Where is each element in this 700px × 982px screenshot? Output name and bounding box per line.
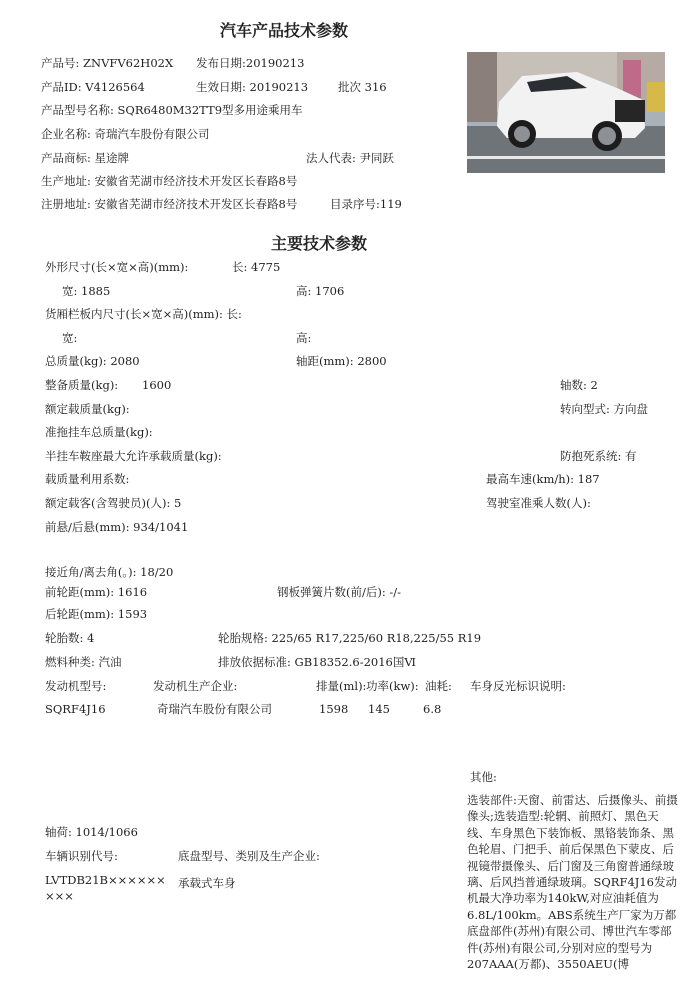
cargo-width: 宽: xyxy=(62,331,78,345)
release-date: 发布日期:20190213 xyxy=(196,56,305,70)
model-name: 产品型号名称: SQR6480M32TT9型多用途乘用车 xyxy=(41,103,303,117)
axles: 轴数: 2 xyxy=(560,378,598,392)
chassis-label: 底盘型号、类别及生产企业: xyxy=(178,849,320,863)
cargo-dims-label: 货厢栏板内尺寸(长×宽×高)(mm): 长: xyxy=(45,307,242,321)
batch: 批次 316 xyxy=(338,80,387,94)
steering: 转向型式: 方向盘 xyxy=(560,402,649,416)
product-no: 产品号: ZNVFV62H02X xyxy=(41,56,174,70)
load-utilization: 载质量利用系数: xyxy=(45,472,130,486)
passengers: 额定载客(含驾驶员)(人): 5 xyxy=(45,496,182,510)
leaf-springs: 钢板弹簧片数(前/后): -/- xyxy=(277,585,402,599)
product-id: 产品ID: V4126564 xyxy=(41,80,145,94)
engine-maker: 奇瑞汽车股份有限公司 xyxy=(157,702,272,716)
vin-line-2: ××× xyxy=(45,889,74,903)
power-label: 功率(kw): xyxy=(366,679,419,693)
curb-mass-label: 整备质量(kg): xyxy=(45,378,119,392)
fuel-type: 燃料种类: 汽油 xyxy=(45,655,122,669)
company-name: 企业名称: 奇瑞汽车股份有限公司 xyxy=(41,127,210,141)
fuel-consumption-label: 油耗: xyxy=(425,679,452,693)
production-address: 生产地址: 安徽省芜湖市经济技术开发区长春路8号 xyxy=(41,174,298,188)
rear-track: 后轮距(mm): 1593 xyxy=(45,607,148,621)
cargo-height: 高: xyxy=(296,331,312,345)
trailer-mass: 准拖挂车总质量(kg): xyxy=(45,425,153,439)
registered-address: 注册地址: 安徽省芜湖市经济技术开发区长春路8号 xyxy=(41,197,298,211)
page-title: 汽车产品技术参数 xyxy=(220,21,349,40)
height: 高: 1706 xyxy=(296,284,345,298)
engine-model-label: 发动机型号: xyxy=(45,679,107,693)
other-notes: 选装部件:天窗、前雷达、后摄像头、前摄像头;选装造型:轮辋、前照灯、黑色天线、车身黑色下装饰板、黑铬装饰条、黑色轮眉、门把手、前后保黑色下蒙皮、后视镜带摄像头、后门窗及三角窗普通绿玻璃、后风挡普通绿玻璃。SQRF4J16发动机最大净功率为140kW,对应油耗值为6.8L/100km。ABS系统生产厂家为万都底盘部件(苏州)有限公司、博世汽车零部件(苏州)有限公司,分别对应的型号为207AAA(万都)、3550AEU(博 xyxy=(467,793,678,972)
abs: 防抱死系统: 有 xyxy=(560,449,637,463)
fuel-consumption: 6.8 xyxy=(423,702,442,716)
approach-departure-angles: 接近角/离去角(。): 18/20 xyxy=(45,565,174,579)
length: 长: 4775 xyxy=(232,260,281,274)
displacement-label: 排量(ml): xyxy=(316,679,367,693)
emission-standard: 排放依据标准: GB18352.6-2016国Ⅵ xyxy=(218,655,416,669)
max-speed: 最高车速(km/h): 187 xyxy=(486,472,600,486)
total-mass: 总质量(kg): 2080 xyxy=(45,354,140,368)
cab-passengers: 驾驶室准乘人数(人): xyxy=(486,496,591,510)
other-label: 其他: xyxy=(470,770,497,784)
curb-mass: 1600 xyxy=(142,378,172,392)
brand: 产品商标: 星途牌 xyxy=(41,151,130,165)
reflective-marking-label: 车身反光标识说明: xyxy=(470,679,566,693)
front-track: 前轮距(mm): 1616 xyxy=(45,585,148,599)
legal-representative: 法人代表: 尹同跃 xyxy=(306,151,395,165)
rated-load: 额定载质量(kg): xyxy=(45,402,130,416)
dims-label: 外形尺寸(长×宽×高)(mm): xyxy=(45,260,189,274)
overhang: 前悬/后悬(mm): 934/1041 xyxy=(45,520,189,534)
chassis: 承载式车身 xyxy=(178,876,236,890)
catalog-number: 目录序号:119 xyxy=(330,197,402,211)
wheelbase: 轴距(mm): 2800 xyxy=(296,354,387,368)
displacement: 1598 xyxy=(319,702,349,716)
effective-date: 生效日期: 20190213 xyxy=(196,80,309,94)
engine-model: SQRF4J16 xyxy=(45,702,106,716)
tire-spec: 轮胎规格: 225/65 R17,225/60 R18,225/55 R19 xyxy=(218,631,482,645)
vin-label: 车辆识别代号: xyxy=(45,849,118,863)
white-suv-photo xyxy=(467,52,665,173)
tire-count: 轮胎数: 4 xyxy=(45,631,95,645)
power: 145 xyxy=(368,702,390,716)
engine-maker-label: 发动机生产企业: xyxy=(153,679,238,693)
axle-load: 轴荷: 1014/1066 xyxy=(45,825,138,839)
vin-line-1: LVTDB21B×××××× xyxy=(45,873,166,887)
section-title: 主要技术参数 xyxy=(271,234,368,253)
saddle-mass: 半挂车鞍座最大允许承载质量(kg): xyxy=(45,449,222,463)
width: 宽: 1885 xyxy=(62,284,111,298)
